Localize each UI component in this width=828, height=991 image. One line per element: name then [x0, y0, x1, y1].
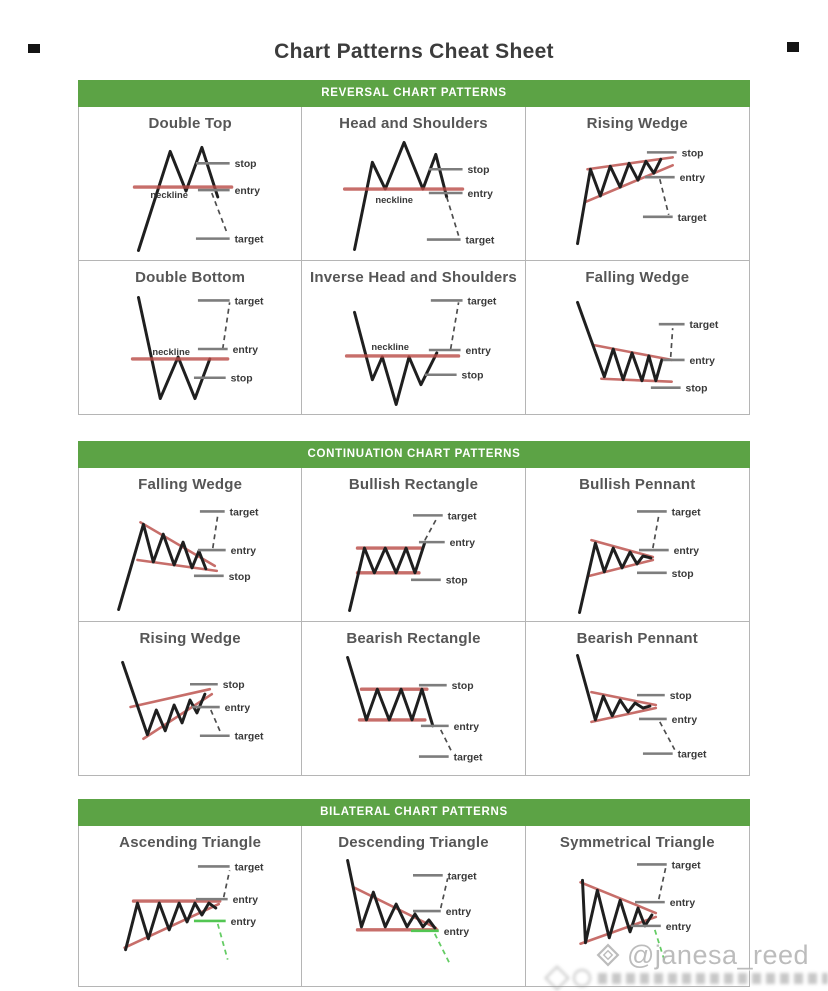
entry-label: entry	[234, 186, 261, 198]
pattern-name: Bullish Rectangle	[348, 476, 479, 493]
target-label: target	[234, 731, 264, 743]
pattern-name: Symmetrical Triangle	[559, 834, 715, 851]
stop-label: stop	[462, 370, 484, 382]
entry-label: entry	[467, 188, 494, 200]
stop-label: stop	[452, 681, 475, 693]
page-title: Chart Patterns Cheat Sheet	[274, 40, 554, 63]
neckline-label: neckline	[152, 345, 191, 357]
target-label: target	[672, 860, 701, 872]
entry-label: entry	[679, 173, 706, 185]
pattern-cell-head-and-shoulders	[302, 107, 525, 261]
stop-label: stop	[681, 148, 704, 160]
target-label: target	[677, 212, 707, 224]
inverse-head-and-shoulders-diagram	[302, 287, 524, 411]
bullish-pennant-diagram	[526, 494, 748, 618]
entry-label: entry	[230, 546, 257, 558]
neckline-label: neckline	[375, 193, 414, 205]
entry-label: entry	[224, 702, 251, 714]
pattern-cell-bullish-rectangle	[302, 468, 525, 622]
pattern-name: Falling Wedge	[138, 476, 243, 493]
section-header-continuation: CONTINUATION CHART PATTERNS	[78, 441, 750, 468]
rising-wedge-diagram	[526, 133, 748, 257]
stop-label: stop	[234, 159, 257, 171]
pattern-cell-symmetrical-triangle	[526, 826, 749, 986]
stop-label: stop	[467, 165, 490, 177]
target-label: target	[689, 320, 719, 332]
pattern-cell-descending-triangle	[302, 826, 525, 986]
entry-down-label: entry	[666, 921, 692, 933]
entry-label: entry	[689, 355, 716, 367]
falling-wedge-diagram	[79, 494, 301, 618]
continuation-grid	[78, 468, 750, 776]
pattern-name: Rising Wedge	[139, 630, 241, 647]
entry-label: entry	[232, 344, 259, 356]
stop-label: stop	[230, 373, 253, 385]
entry-label: entry	[670, 898, 696, 910]
entry-label: entry	[450, 538, 476, 550]
pattern-name: Head and Shoulders	[339, 115, 488, 132]
bullish-rectangle-diagram	[302, 494, 524, 618]
pattern-cell-rising-wedge-continuation	[79, 622, 302, 775]
watermark-handle: @janesa_reed	[627, 939, 810, 970]
entry-label: entry	[446, 906, 472, 918]
target-label: target	[454, 752, 483, 764]
pattern-name: Rising Wedge	[586, 115, 688, 132]
pattern-name: Double Bottom	[135, 269, 246, 286]
entry-label: entry	[232, 895, 259, 907]
pattern-name: Inverse Head and Shoulders	[310, 269, 517, 286]
neckline-label: neckline	[150, 188, 189, 200]
target-label: target	[467, 296, 497, 308]
entry-label: entry	[454, 721, 480, 733]
pattern-cell-double-top	[79, 107, 302, 261]
cheat-sheet	[78, 40, 750, 987]
entry-down-label: entry	[444, 926, 470, 938]
pattern-cell-rising-wedge-reversal	[526, 107, 749, 261]
entry-label: entry	[466, 345, 492, 357]
falling-wedge-diagram	[526, 287, 748, 411]
bearish-pennant-diagram	[526, 648, 748, 772]
pattern-name: Falling Wedge	[585, 269, 690, 286]
target-label: target	[229, 507, 259, 519]
target-label: target	[466, 235, 495, 247]
pattern-name: Double Top	[148, 115, 232, 132]
pattern-cell-bearish-rectangle	[302, 622, 525, 775]
section-bilateral	[78, 799, 750, 987]
double-bottom-diagram	[79, 287, 301, 411]
reversal-grid	[78, 107, 750, 415]
section-reversal	[78, 80, 750, 415]
pattern-cell-double-bottom	[79, 261, 302, 414]
pattern-cell-inverse-head-and-shoulders	[302, 261, 525, 414]
target-label: target	[234, 296, 264, 308]
entry-label: entry	[673, 546, 700, 558]
pattern-name: Bullish Pennant	[579, 476, 696, 493]
target-label: target	[672, 507, 701, 519]
stop-label: stop	[228, 571, 251, 583]
section-header-bilateral: BILATERAL CHART PATTERNS	[78, 799, 750, 826]
double-top-diagram	[79, 133, 301, 257]
entry-label: entry	[672, 714, 698, 726]
pattern-cell-falling-wedge-continuation	[79, 468, 302, 622]
symmetrical-triangle-diagram	[526, 852, 748, 976]
neckline-label: neckline	[371, 340, 410, 352]
target-label: target	[234, 234, 264, 246]
bearish-rectangle-diagram	[302, 648, 524, 772]
ascending-triangle-diagram	[79, 852, 301, 976]
head-and-shoulders-diagram	[302, 133, 524, 257]
target-label: target	[448, 511, 478, 523]
stop-label: stop	[670, 691, 692, 703]
pattern-cell-ascending-triangle	[79, 826, 302, 986]
entry-down-label: entry	[230, 916, 257, 928]
stop-label: stop	[222, 680, 245, 692]
stop-label: stop	[446, 575, 469, 587]
stop-label: stop	[672, 568, 694, 580]
pattern-name: Bearish Rectangle	[346, 630, 481, 647]
section-continuation	[78, 441, 750, 776]
target-label: target	[448, 871, 478, 883]
bilateral-grid	[78, 826, 750, 987]
pattern-name: Ascending Triangle	[119, 834, 262, 851]
artifact-mark-right	[787, 42, 799, 52]
descending-triangle-diagram	[302, 852, 524, 976]
pattern-name: Bearish Pennant	[576, 630, 698, 647]
artifact-mark-left	[28, 44, 40, 53]
stop-label: stop	[685, 383, 708, 395]
pattern-cell-bearish-pennant	[526, 622, 749, 775]
target-label: target	[677, 749, 707, 761]
target-label: target	[234, 862, 264, 874]
pattern-cell-falling-wedge-reversal	[526, 261, 749, 414]
pattern-cell-bullish-pennant	[526, 468, 749, 622]
rising-wedge-diagram	[79, 648, 301, 772]
section-header-reversal: REVERSAL CHART PATTERNS	[78, 80, 750, 107]
pattern-name: Descending Triangle	[338, 834, 489, 851]
